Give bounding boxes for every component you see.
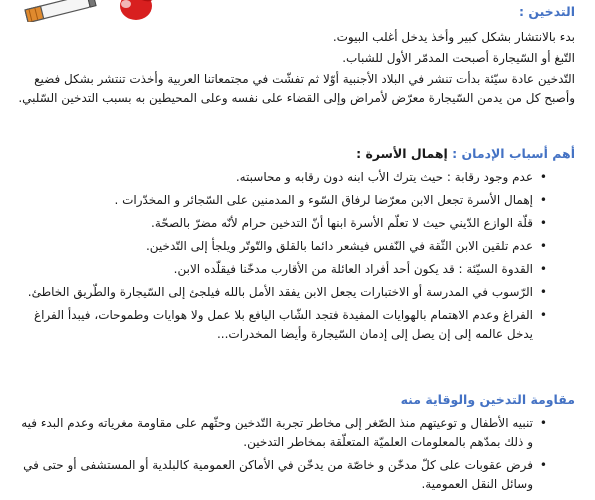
intro-paragraph: التّدخين عادة سيّئة بدأت تنشر في البلاد الأجنبية أوّلا ثم تفشّت في مجتمعاتنا العربية وأخذت تنتشر بشكل فضيع وأصبح كل من يدمن السّيجارة معرّض لأمراض وإلى القضاء على نفسه وعلى المحيطين به بسبب التدخين السّلبي. (18, 72, 575, 105)
intro-line-2: التّبغ أو السّيجارة أصبحت المدمّر الأول للشباب. (342, 51, 575, 65)
section-addiction-causes (18, 146, 575, 348)
list-item: • الفراغ وعدم الاهتمام بالهوايات المفيدة فتجد الشّاب اليافع بلا عمل ولا هوايات وطموحات، فيبدأ الفراغ يدخل عالمه إلى إن يصل إلى إدمان السّيجارة وأيضا المخدرات... (18, 306, 575, 344)
section-title-causes (18, 146, 575, 162)
list-item: • إهمال الأسرة تجعل الابن معرّضا لرفاق السّوء و المدمنين على السّجائر و المخدّرات . (18, 191, 575, 210)
intro-line-1: بدء بالانتشار بشكل كبير وأخذ يدخل أغلب البيوت. (332, 30, 575, 44)
list-item: • عدم وجود رقابة : حيث يترك الأب ابنه دون رقابه و محاسبته. (18, 168, 575, 187)
prevention-list (18, 414, 575, 494)
list-item: • عدم تلقين الابن الثّقة في النّفس فيشعر دائما بالقلق والتّوتّر ويلجأ إلى التّدخين. (18, 237, 575, 256)
list-item: • تنبيه الأطفال و توعيتهم منذ الصّغر إلى مخاطر تجربة التّدخين وحثّهم على مقاومة مغرياته وعدم البدء فيه و ذلك بمدّهم بالمعلومات العلميّة المتعلّقة بمخاطر التدخين. (18, 414, 575, 452)
family-neglect-subheading: إهمال الأسرة : (356, 146, 448, 161)
section-title-smoking: التدخين : (518, 4, 575, 19)
list-item: • قلّة الوازع الدّيني حيث لا تعلّم الأسرة ابنها أنّ التدخين حرام لأنّه مضرّ بالصحّة. (18, 214, 575, 233)
list-item: • القدوة السيّئة : قد يكون أحد أفراد العائلة من الأقارب مدخّنا فيقلّده الابن. (18, 260, 575, 279)
section-smoking-intro (18, 4, 575, 108)
section-title-prevention: مقاومة التدخين والوقاية منه (400, 392, 575, 407)
section-prevention (18, 392, 575, 498)
list-item: • الرّسوب في المدرسة أو الاختبارات يجعل الابن يفقد الأمل بالله فيلجئ إلى السّيجارة والطّريق الخاطئ. (18, 283, 575, 302)
causes-list (18, 168, 575, 344)
causes-heading: أهم أسباب الإدمان : (447, 146, 575, 161)
list-item: • فرض عقوبات على كلّ مدخّن و خاصّة من يدخّن في الأماكن العمومية كالبلدية أو المستشفى أو حتى في وسائل النقل العمومية. (18, 456, 575, 494)
